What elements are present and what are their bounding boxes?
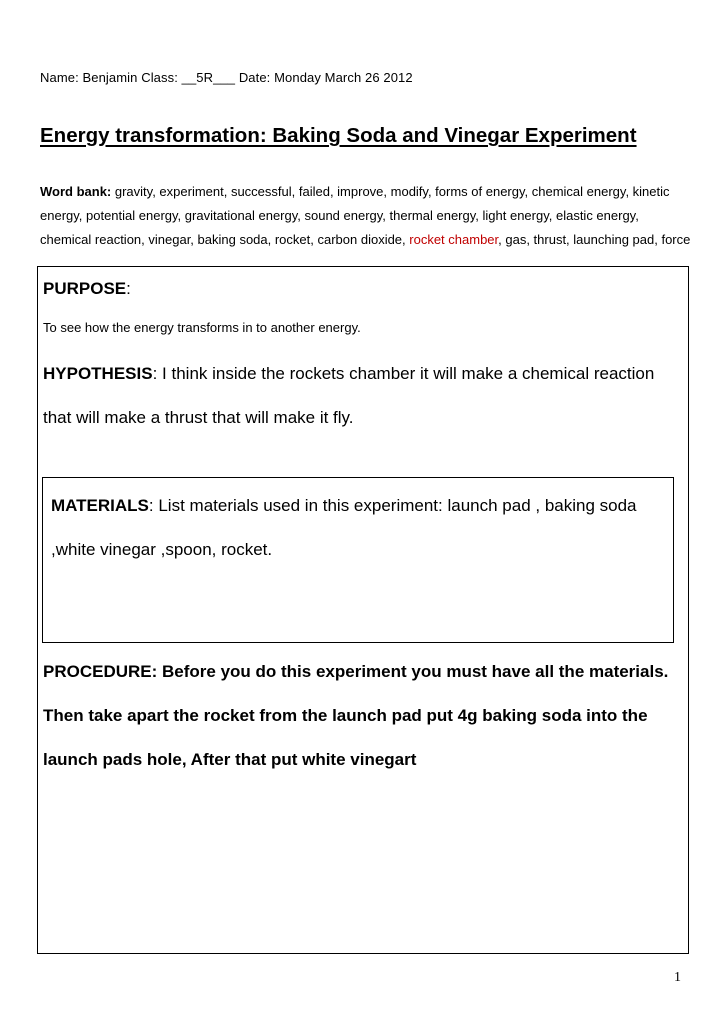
hypothesis-section bbox=[43, 352, 683, 440]
purpose-text: To see how the energy transforms in to another energy. bbox=[43, 320, 361, 335]
purpose-heading-label: PURPOSE bbox=[43, 279, 127, 298]
materials-heading: MATERIALS bbox=[51, 496, 149, 515]
word-bank-text: gravity, experiment, successful, failed, improve, modify, forms of energy, chemical energy, kinetic energy, potential energy, gravitational energy, sound energy, thermal energy, light energy, elastic energy, chemical reaction, vinegar, baking soda, rocket, carbon dioxide, bbox=[40, 184, 670, 247]
materials-text: : List materials used in this experiment: launch pad , baking soda ,white vinegar ,spoon, rocket. bbox=[51, 496, 637, 559]
procedure-section: PROCEDURE: Before you do this experiment you must have all the materials. Then take apart the rocket from the launch pad put 4g baking soda into the launch pads hole, After that put white vinegart bbox=[43, 662, 669, 769]
word-bank-highlight: rocket chamber bbox=[409, 232, 499, 247]
hypothesis-heading: HYPOTHESIS bbox=[43, 364, 153, 383]
header-info-line: Name: Benjamin Class: __5R___ Date: Monday March 26 2012 bbox=[40, 70, 413, 85]
word-bank bbox=[40, 180, 692, 252]
purpose-heading-colon: : bbox=[126, 279, 131, 298]
purpose-heading bbox=[43, 279, 131, 299]
word-bank-text-end: , gas, thrust, launching pad, force bbox=[498, 232, 691, 247]
hypothesis-text: : I think inside the rockets chamber it will make a chemical reaction that will make a thrust that will make it fly. bbox=[43, 364, 655, 427]
page-number: 1 bbox=[674, 970, 681, 985]
document-title: Energy transformation: Baking Soda and Vinegar Experiment bbox=[40, 124, 637, 147]
word-bank-label: Word bank: bbox=[40, 184, 112, 199]
materials-section bbox=[51, 484, 669, 572]
